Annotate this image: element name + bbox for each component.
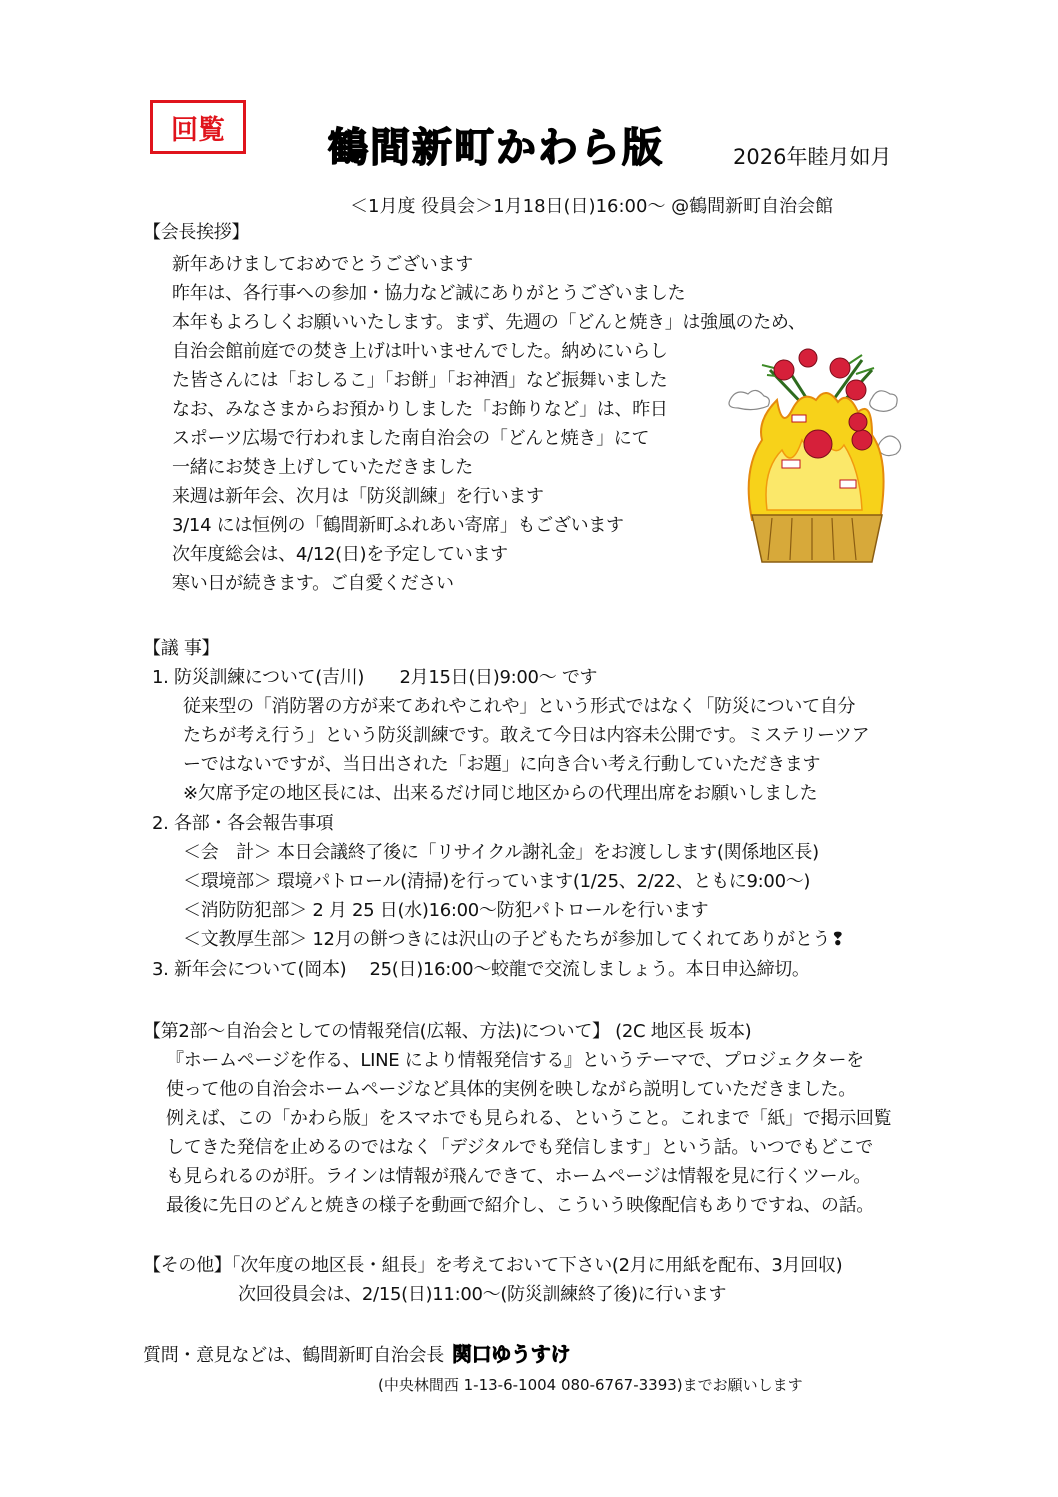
dondo-yaki-bonfire-illustration [722, 340, 910, 572]
agenda-line: ーではないですが、当日出された「お題」に向き合い考え行動していただきます [183, 754, 821, 775]
agenda-line: 従来型の「消防署の方が来てあれやこれや」という形式ではなく「防災について自分 [183, 696, 856, 717]
part2-body [166, 1046, 891, 1220]
greeting-line: 3/14 には恒例の「鶴間新町ふれあい寄席」もございます [172, 515, 624, 536]
greeting-line: 寒い日が続きます。ご自愛ください [172, 573, 454, 594]
part2-line: 『ホームページを作る、LINE により情報発信する』というテーマで、プロジェクターを [166, 1050, 864, 1071]
other-line-1: 【その他】「次年度の地区長・組長」を考えておいて下さい(2月に用紙を配布、3月回収) [143, 1255, 843, 1276]
agenda-item-1-body [183, 692, 869, 808]
greeting-line: 来週は新年会、次月は「防災訓練」を行います [172, 486, 544, 507]
part2-line: 使って他の自治会ホームページなど具体的実例を映しながら説明していただきました。 [166, 1079, 856, 1100]
contact-line [143, 1340, 570, 1370]
greeting-line: 本年もよろしくお願いいたします。まず、先週の「どんと焼き」は強風のため、 [172, 312, 806, 333]
newsletter-title: 鶴間新町かわら版 [328, 124, 664, 171]
circulation-stamp: 回覧 [150, 100, 246, 154]
issue-date: 2026年睦月如月 [733, 145, 892, 169]
agenda-item-2-title: 2. 各部・各会報告事項 [152, 813, 334, 834]
agenda-heading: 【議 事】 [143, 638, 220, 659]
greeting-body [172, 250, 806, 598]
contact-detail: (中央林間西 1-13-6-1004 080-6767-3393)までお願いします [378, 1376, 803, 1394]
meeting-info: ＜1月度 役員会＞1月18日(日)16:00～ @鶴間新町自治会館 [350, 196, 834, 217]
agenda-item-2-body [183, 838, 845, 954]
greeting-line: 自治会館前庭での焚き上げは叶いませんでした。納めにいらし [172, 341, 668, 362]
greeting-line: た皆さんには「おしるこ」「お餅」「お神酒」など振舞いました [172, 370, 668, 391]
signature: 関口ゆうすけ [451, 1342, 571, 1366]
greeting-line: 次年度総会は、4/12(日)を予定しています [172, 544, 508, 565]
report-line: ＜環境部＞ 環境パトロール(清掃)を行っています(1/25、2/22、ともに9:00～) [183, 871, 811, 892]
agenda-line: たちが考え行う」という防災訓練です。敢えて今日は内容未公開です。ミステリーツア [183, 725, 870, 746]
report-line: ＜消防防犯部＞ 2 月 25 日(水)16:00～防犯パトロールを行います [183, 900, 709, 921]
report-line: ＜会 計＞ 本日会議終了後に「リサイクル謝礼金」をお渡しします(関係地区長) [183, 842, 819, 863]
greeting-line: スポーツ広場で行われました南自治会の「どんと焼き」にて [172, 428, 650, 449]
greeting-line: なお、みなさまからお預かりしました「お飾りなど」は、昨日 [172, 399, 668, 420]
greeting-heading: 【会長挨拶】 [143, 222, 250, 243]
contact-prefix: 質問・意見などは、鶴間新町自治会長 [143, 1345, 444, 1366]
agenda-item-1-title: 1. 防災訓練について(吉川) 2月15日(日)9:00～ です [152, 667, 598, 688]
part2-heading: 【第2部～自治会としての情報発信(広報、方法)について】 (2C 地区長 坂本) [143, 1021, 752, 1042]
part2-line: 例えば、この「かわら版」をスマホでも見られる、ということ。これまで「紙」で掲示回覧 [166, 1108, 892, 1129]
other-line-2: 次回役員会は、2/15(日)11:00～(防災訓練終了後)に行います [238, 1284, 727, 1305]
agenda-item-3-title: 3. 新年会について(岡本) 25(日)16:00～蛟龍で交流しましょう。本日申込締切。 [152, 959, 810, 980]
part2-line: 最後に先日のどんと焼きの様子を動画で紹介し、こういう映像配信もありですね、の話。 [166, 1195, 874, 1216]
part2-line: も見られるのが肝。ラインは情報が飛んできて、ホームページは情報を見に行くツール。 [166, 1166, 871, 1187]
greeting-line: 一緒にお焚き上げしていただきました [172, 457, 473, 478]
greeting-line: 昨年は、各行事への参加・協力など誠にありがとうございました [172, 283, 686, 304]
part2-line: してきた発信を止めるのではなく「デジタルでも発信します」という話。いつでもどこで [166, 1137, 873, 1158]
report-line: ＜文教厚生部＞ 12月の餅つきには沢山の子どもたちが参加してくれてありがとう❢ [183, 929, 846, 950]
agenda-line: ※欠席予定の地区長には、出来るだけ同じ地区からの代理出席をお願いしました [183, 783, 818, 804]
greeting-line: 新年あけましておめでとうございます [172, 254, 473, 275]
